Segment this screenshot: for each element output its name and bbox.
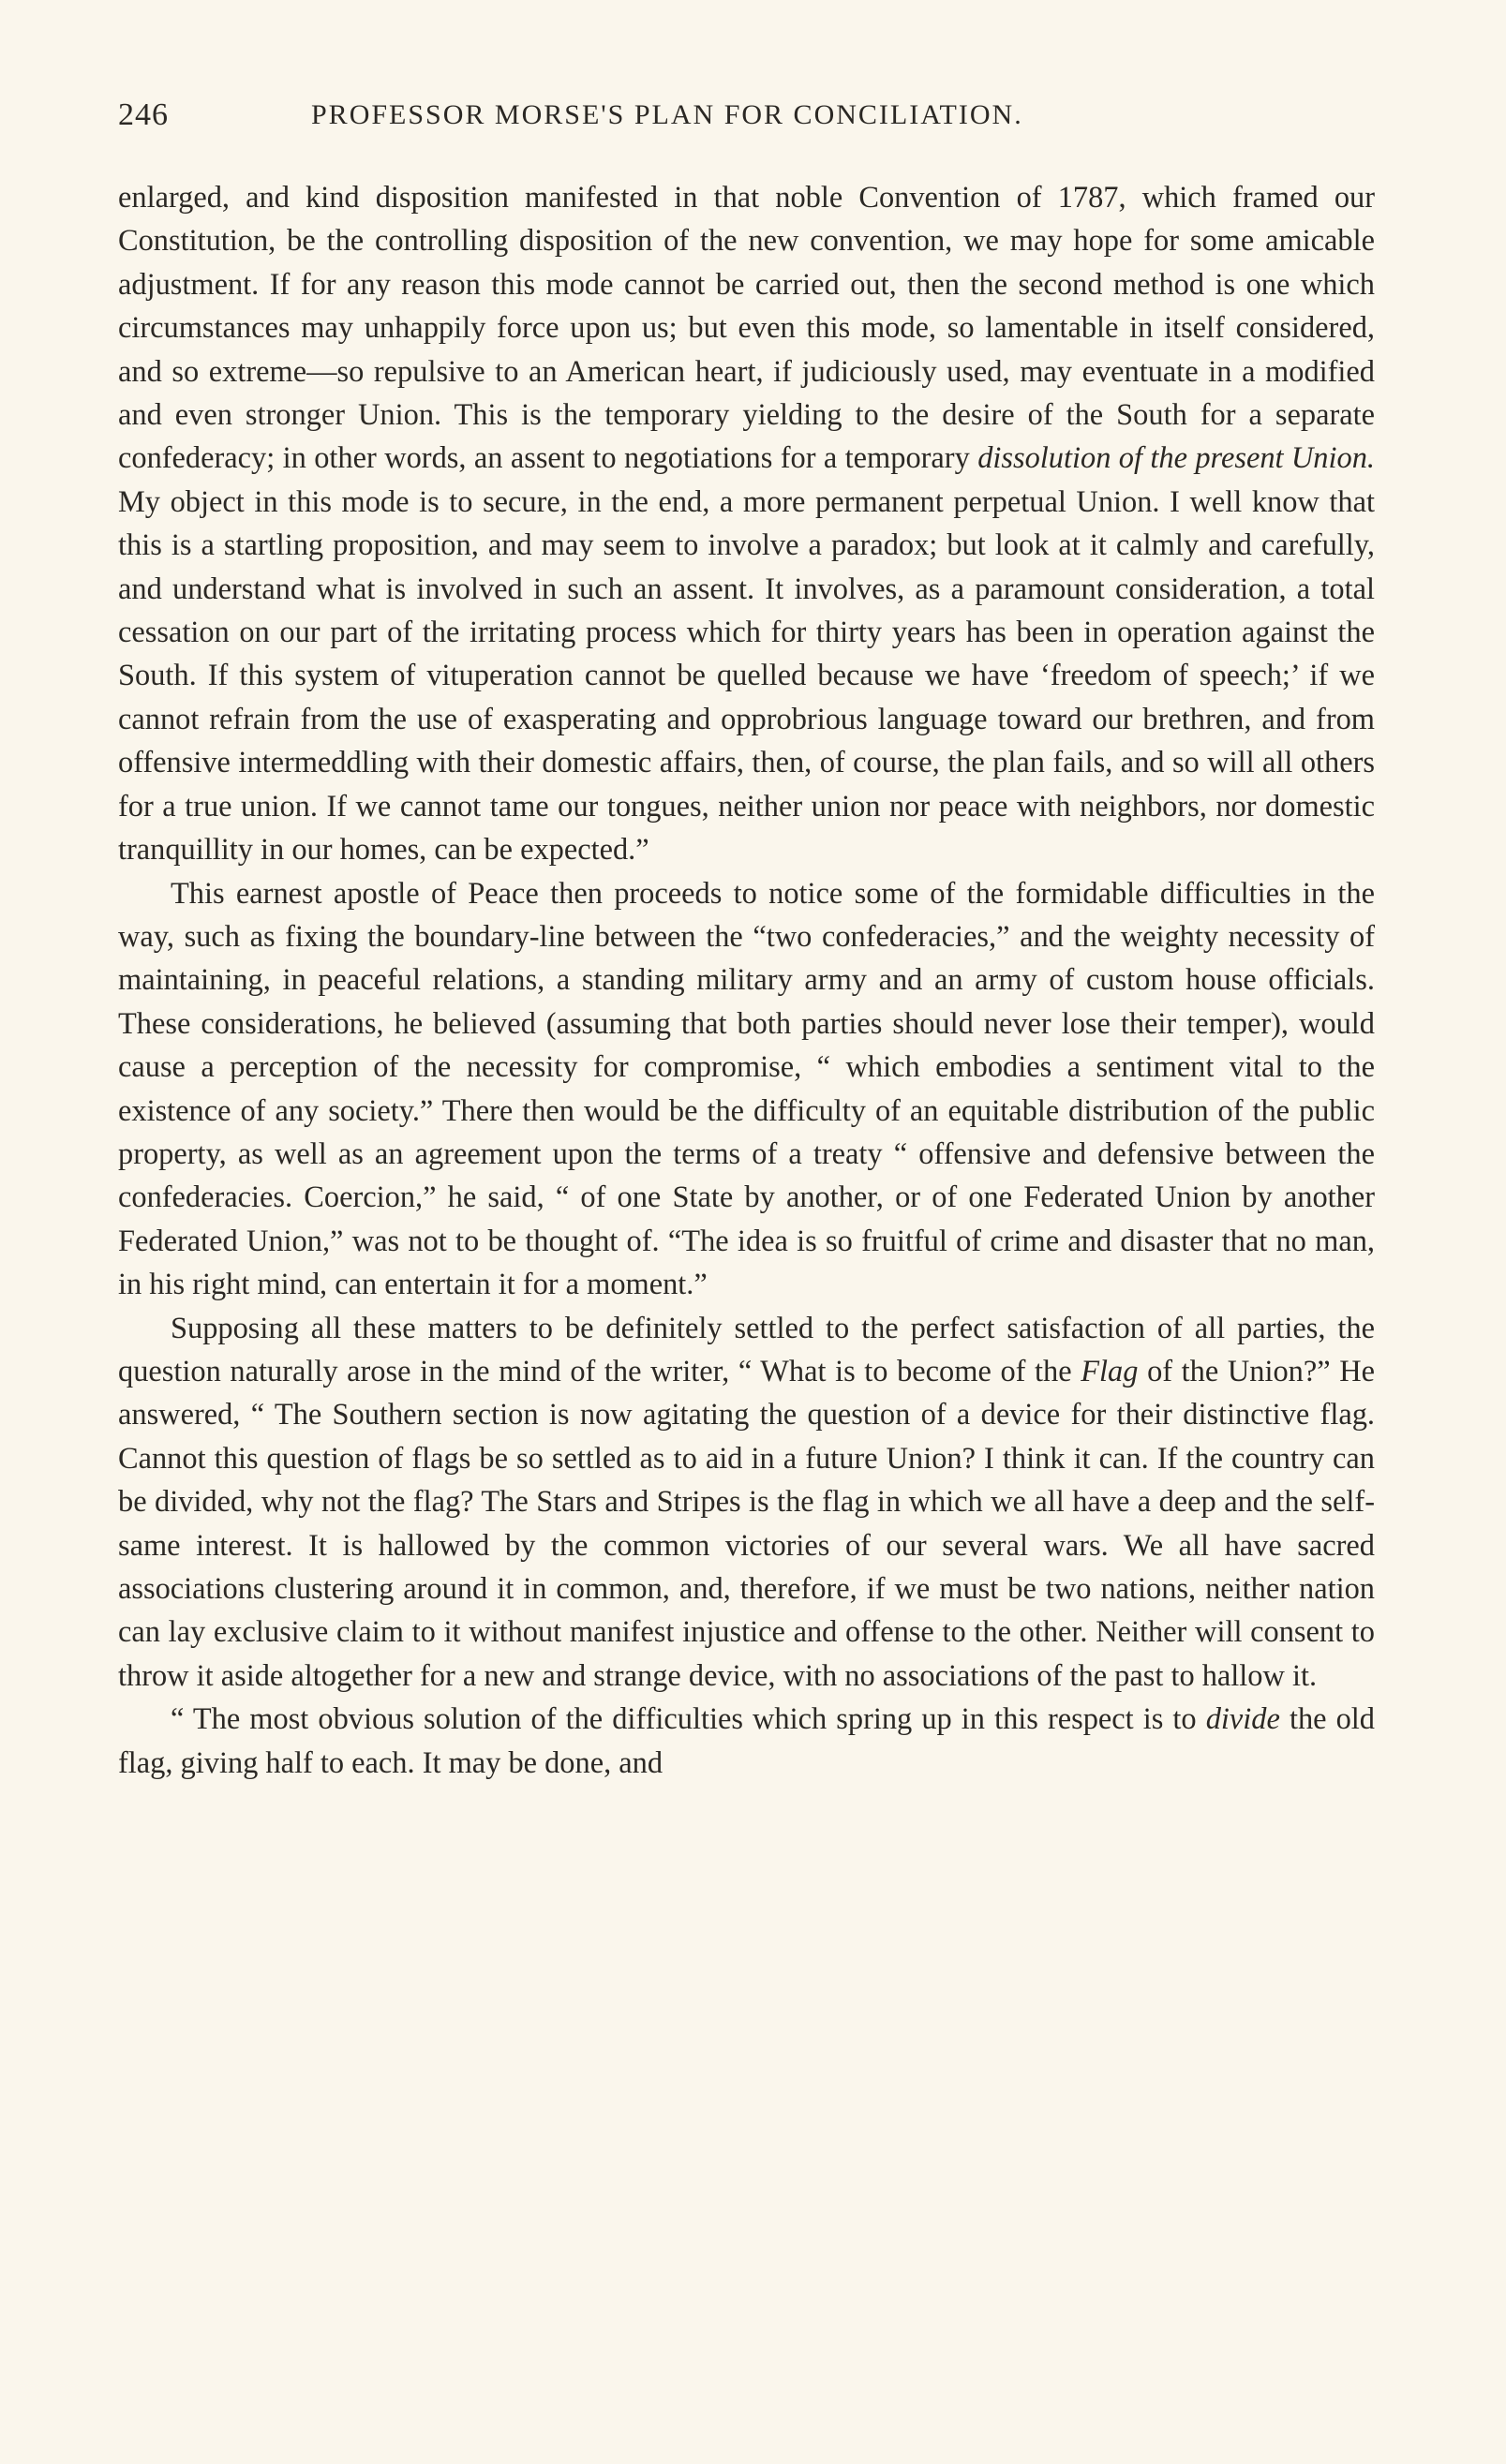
italic-run: dissolution of the present Union. [977, 441, 1375, 476]
paragraph-1 [118, 176, 1375, 872]
paragraph-3 [118, 1307, 1375, 1699]
text-run: the old flag, giving half to each. It may be done, and [118, 1702, 1375, 1780]
page-number: 246 [118, 97, 169, 132]
text-run: My object in this mode is to secure, in the end, a more permanent perpetual Union. I well know that this is a startling proposition, and may seem to involve a paradox; but look at it calmly and carefully, and understand what is involved in such an assent. It involves, as a paramount consideration, a total cessation on our part of the irritating process which for thirty years has been in operation against the South. If this system of vituperation cannot be quelled because we have ‘freedom of speech;’ if we cannot refrain from the use of exasperating and opprobrious language toward our brethren, and from offensive intermeddling with their domestic affairs, then, of course, the plan fails, and so will all others for a true union. If we cannot tame our tongues, neither union nor peace with neighbors, nor domestic tranquillity in our homes, can be expected.” [118, 484, 1375, 868]
paragraph-4 [118, 1698, 1375, 1785]
italic-run: divide [1205, 1702, 1280, 1737]
paragraph-2 [118, 872, 1375, 1307]
text-run: “ The most obvious solution of the difficulties which spring up in this respect is to [171, 1702, 1206, 1737]
italic-run: Flag [1081, 1354, 1139, 1388]
text-run: enlarged, and kind disposition manifested in that noble Convention of 1787, which framed our Constitution, be the controlling disposition of the new convention, we may hope for some amicable adjustment. If for any reason this mode cannot be carried out, then the second method is one which circumstances may unhappily force upon us; but even this mode, so lamentable in itself considered, and so extreme—so repulsive to an American heart, if judiciously used, may eventuate in a modified and even stronger Union. This is the temporary yielding to the desire of the South for a separate confederacy; in other words, an assent to negotiations for a temporary [118, 181, 1375, 476]
body-text [118, 176, 1375, 1785]
text-run: This earnest apostle of Peace then proceeds to notice some of the formidable difficulties in the way, such as fixing the boundary-line between the “two confederacies,” and the weighty necessity of maintaining, in peaceful relations, a standing military army and an army of custom house officials. These considerations, he believed (assuming that both parties should never lose their temper), would cause a perception of the necessity for compromise, “ which embodies a sentiment vital to the existence of any society.” There then would be the difficulty of an equitable distribution of the public property, as well as an agreement upon the terms of a treaty “ offensive and defensive between the confederacies. Coercion,” he said, “ of one State by another, or of one Federated Union by another Federated Union,” was not to be thought of. “The idea is so fruitful of crime and disaster that no man, in his right mind, can entertain it for a moment.” [118, 876, 1375, 1302]
text-run: of the Union?” He answered, “ The Southern section is now agitating the question of a device for their distinctive flag. Cannot this question of flags be so settled as to aid in a future Union? I think it can. If the country can be divided, why not the flag? The Stars and Stripes is the flag in which we all have a deep and the self-same interest. It is hallowed by the common victories of our several wars. We all have sacred associations clustering around it in common, and, therefore, if we must be two nations, neither nation can lay exclusive claim to it without manifest injustice and offense to the other. Neither will consent to throw it aside altogether for a new and strange device, with no associations of the past to hallow it. [118, 1354, 1376, 1693]
text-run: Supposing all these matters to be definitely settled to the perfect satisfaction of all parties, the question naturally arose in the mind of the writer, “ What is to become of the [118, 1311, 1375, 1388]
running-title: PROFESSOR MORSE'S PLAN FOR CONCILIATION. [311, 99, 1023, 130]
page-header [118, 92, 1393, 139]
